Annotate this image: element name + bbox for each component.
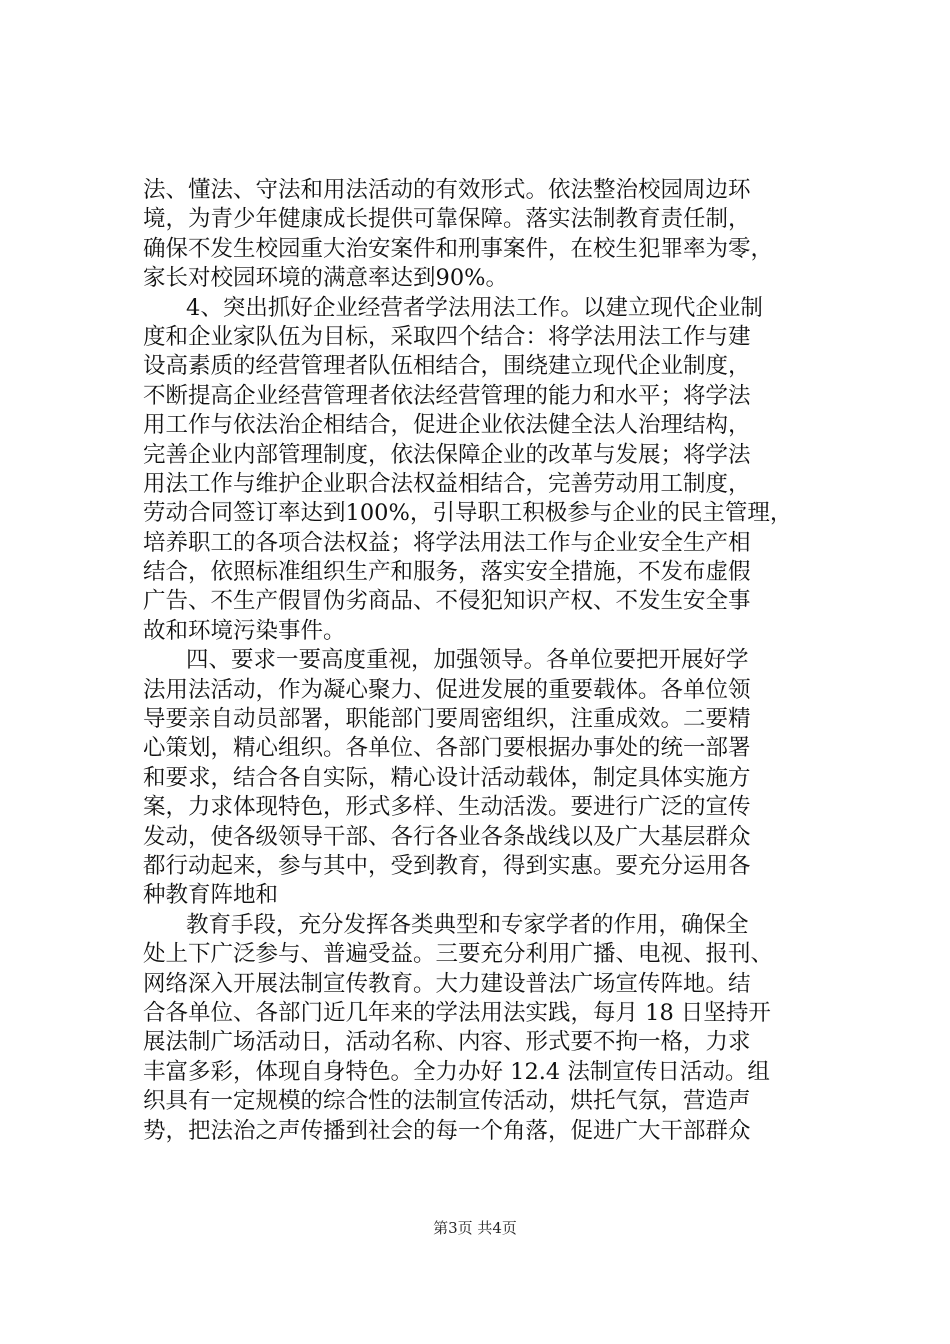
- text-line: 用法工作与维护企业职合法权益相结合，完善劳动用工制度，: [143, 470, 751, 497]
- text-line: 导要亲自动员部署，职能部门要周密组织，注重成效。二要精: [143, 706, 751, 733]
- text-line: 广告、不生产假冒伪劣商品、不侵犯知识产权、不发生安全事: [143, 588, 751, 615]
- paragraph-start-line: 四、要求一要高度重视，加强领导。各单位要把开展好学: [186, 647, 749, 674]
- text-line: 心策划，精心组织。各单位、各部门要根据办事处的统一部署: [143, 735, 751, 762]
- text-line: 网络深入开展法制宣传教育。大力建设普法广场宣传阵地。结: [143, 970, 751, 997]
- text-line: 发动，使各级领导干部、各行各业各条战线以及广大基层群众: [143, 823, 751, 850]
- text-line: 法用法活动，作为凝心聚力、促进发展的重要载体。各单位领: [143, 676, 751, 703]
- paragraph-start-line: 教育手段，充分发挥各类典型和专家学者的作用，确保全: [186, 911, 749, 938]
- text-line: 法、懂法、守法和用法活动的有效形式。依法整治校园周边环: [143, 177, 751, 203]
- text-line: 确保不发生校园重大治安案件和刑事案件，在校生犯罪率为零，: [143, 235, 774, 262]
- text-line: 不断提高企业经营管理者依法经营管理的能力和水平；将学法: [143, 382, 751, 409]
- text-line: 完善企业内部管理制度，依法保障企业的改革与发展；将学法: [143, 441, 751, 468]
- text-line: 丰富多彩，体现自身特色。全力办好 12.4 法制宣传日活动。组: [143, 1058, 770, 1085]
- text-line: 都行动起来，参与其中，受到教育，得到实惠。要充分运用各: [143, 852, 751, 879]
- text-line: 设高素质的经营管理者队伍相结合，围绕建立现代企业制度，: [143, 353, 751, 380]
- text-line: 故和环境污染事件。: [143, 617, 346, 644]
- paragraph-start-line: 4、突出抓好企业经营者学法用法工作。以建立现代企业制: [186, 294, 763, 321]
- text-line: 培养职工的各项合法权益；将学法用法工作与企业安全生产相: [143, 529, 751, 556]
- text-line: 合各单位、各部门近几年来的学法用法实践，每月 18 日坚持开: [143, 999, 771, 1026]
- text-line: 和要求，结合各自实际，精心设计活动载体，制定具体实施方: [143, 764, 751, 791]
- text-line: 结合，依照标准组织生产和服务，落实安全措施，不发布虚假: [143, 559, 751, 586]
- text-line: 用工作与依法治企相结合，促进企业依法健全法人治理结构，: [143, 412, 751, 439]
- page-footer: 第3页 共4页: [433, 1219, 517, 1237]
- text-line: 处上下广泛参与、普遍受益。三要充分利用广播、电视、报刊、: [143, 941, 774, 968]
- text-line: 劳动合同签订率达到100%，引导职工积极参与企业的民主管理，: [143, 500, 793, 527]
- text-line: 展法制广场活动日，活动名称、内容、形式要不拘一格，力求: [143, 1029, 751, 1056]
- body-text: [143, 176, 843, 1146]
- text-line: 案，力求体现特色，形式多样、生动活泼。要进行广泛的宣传: [143, 794, 751, 821]
- text-line: 势，把法治之声传播到社会的每一个角落，促进广大干部群众: [143, 1117, 751, 1144]
- text-line: 度和企业家队伍为目标，采取四个结合：将学法用法工作与建: [143, 323, 751, 350]
- text-line: 境，为青少年健康成长提供可靠保障。落实法制教育责任制，: [143, 206, 751, 233]
- text-line: 织具有一定规模的综合性的法制宣传活动，烘托气氛，营造声: [143, 1088, 751, 1115]
- text-line: 家长对校园环境的满意率达到90%。: [143, 265, 509, 292]
- text-line: 种教育阵地和: [143, 882, 279, 909]
